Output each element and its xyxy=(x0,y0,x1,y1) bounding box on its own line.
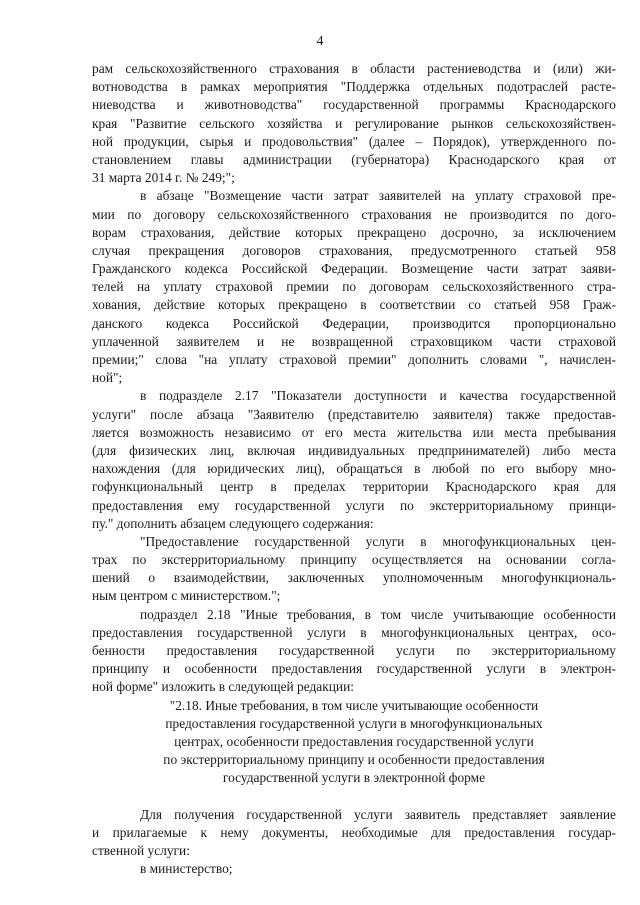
text-line: предоставления ему государственной услуги по экстерриториальному принци- xyxy=(92,497,616,513)
text-line: в министерство; xyxy=(140,861,233,877)
text-line: ственной услуги: xyxy=(92,842,190,858)
text-line: уплаченной заявителем и не возвращенной страховщиком части страховой xyxy=(92,333,616,349)
text-line: подраздел 2.18 "Иные требования, в том числе учитывающие особенности xyxy=(140,606,616,622)
text-line: шений о взаимодействии, заключенных уполномоченным многофункциональ- xyxy=(92,570,616,586)
text-line: предоставления государственной услуги в многофункциональных центрах, осо- xyxy=(92,624,616,640)
text-line: хования, действие которых прекращено в соответствии со статьей 958 Граж- xyxy=(92,297,616,313)
text-line: (для физических лиц, включая индивидуальных предпринимателей) либо места xyxy=(92,442,616,458)
text-line: ной продукции, сырья и продовольствия" (далее – Порядок), утвержденного по- xyxy=(92,133,616,149)
text-line: ниеводства и животноводства" государственной программы Краснодарского xyxy=(92,97,616,113)
text-line: рам сельскохозяйственного страхования в области растениеводства и (или) жи- xyxy=(92,61,616,76)
text-line: ным центром с министерством."; xyxy=(92,588,281,604)
text-line: трах по экстерриториальному принципу осуществляется на основании согла- xyxy=(92,552,616,568)
section-heading-line: центрах, особенности предоставления государственной услуги xyxy=(174,733,534,749)
text-line: в подразделе 2.17 "Показатели доступности и качества государственной xyxy=(140,388,616,404)
section-heading-line: "2.18. Иные требования, в том числе учитывающие особенности xyxy=(169,697,539,713)
document-body xyxy=(92,60,616,878)
text-line: "Предоставление государственной услуги в многофункциональных цен- xyxy=(140,533,616,549)
text-line: нахождения (для юридических лиц), обращаться в любой по его выбору мно- xyxy=(92,461,616,477)
text-line: 31 марта 2014 г. № 249;"; xyxy=(92,170,235,186)
text-line: телей на уплату страховой премии по договорам сельскохозяйственного стра- xyxy=(92,279,616,295)
section-heading-line: государственной услуги в электронной форме xyxy=(222,770,486,786)
blank-line xyxy=(92,788,616,806)
section-heading-line: предоставления государственной услуги в многофункциональных xyxy=(165,715,543,731)
text-line: данского кодекса Российской Федерации, производится пропорционально xyxy=(92,315,616,331)
text-line: ной форме" изложить в следующей редакции: xyxy=(92,679,354,695)
text-line: края "Развитие сельского хозяйства и регулирование рынков сельскохозяйствен- xyxy=(92,115,616,131)
text-line: услуги" после абзаца "Заявителю (представителю заявителя) также предостав- xyxy=(92,406,616,422)
text-line: гофункциональный центр в пределах территории Краснодарского края для xyxy=(92,479,616,495)
text-line: бенности предоставления государственной услуги по экстерриториальному xyxy=(92,643,616,658)
text-line: мии по договору сельскохозяйственного страхования не производится по дого- xyxy=(92,206,616,222)
text-line: пу." дополнить абзацем следующего содержания: xyxy=(92,515,374,531)
text-line: принципу и особенности предоставления государственной услуги в электрон- xyxy=(92,661,616,677)
page-number: 4 xyxy=(316,34,324,49)
text-line: ворам страхования, действие которых прекращено досрочно, за исключением xyxy=(92,224,616,240)
text-line: случая прекращения договоров страхования, предусмотренного статьей 958 xyxy=(92,242,616,258)
text-line: вотноводства в рамках мероприятия "Поддержка отдельных подотраслей расте- xyxy=(92,79,616,95)
text-line: Для получения государственной услуги заявитель представляет заявление xyxy=(140,806,616,822)
section-heading-line: по экстерриториальному принципу и особенности предоставления xyxy=(163,752,545,768)
text-line: ляется возможность независимо от его места жительства или места пребывания xyxy=(92,424,616,440)
text-line: в абзаце "Возмещение части затрат заявителей на уплату страховой пре- xyxy=(140,188,616,204)
text-line: и прилагаемые к нему документы, необходимые для предоставления государ- xyxy=(92,824,616,840)
text-line: премии;" слова "на уплату страховой премии" дополнить словами ", начислен- xyxy=(92,352,616,367)
text-line: Гражданского кодекса Российской Федерации. Возмещение части затрат заяви- xyxy=(92,261,616,277)
text-line: становлением главы администрации (губернатора) Краснодарского края от xyxy=(92,151,616,167)
text-line: ной"; xyxy=(92,370,123,386)
